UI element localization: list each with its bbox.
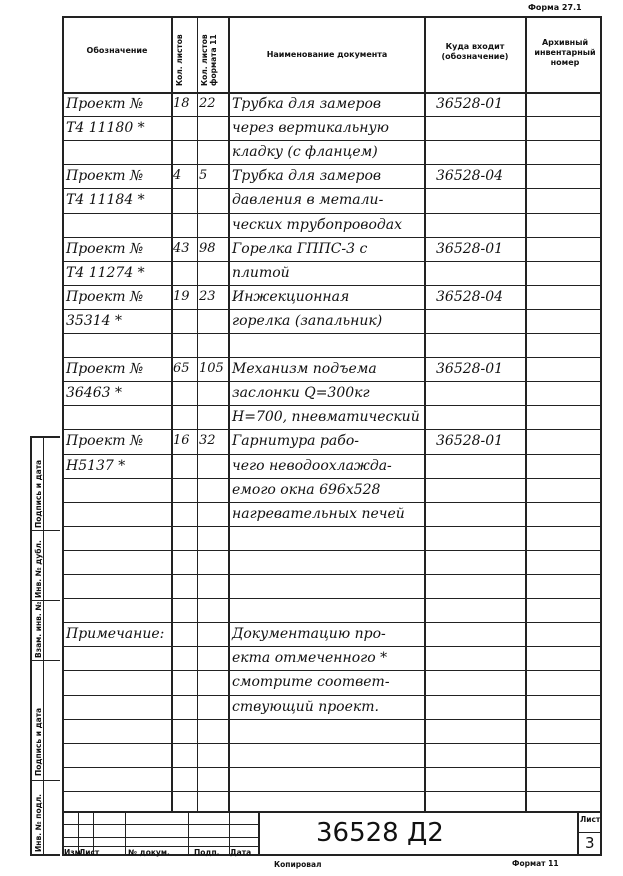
cell-designation: Проект № <box>66 168 144 185</box>
cell-designation: Т4 11274 * <box>66 264 145 281</box>
row-line <box>62 237 602 238</box>
cell-name: ствующий проект. <box>232 698 379 715</box>
stamp-list: Лист <box>79 848 100 857</box>
cell-name: чего неводоохлажда- <box>232 457 392 474</box>
stamp-col-4 <box>188 811 189 856</box>
cell-name: Трубка для замеров <box>232 168 382 185</box>
cell-name: давления в метали- <box>232 192 384 209</box>
cell-name: плитой <box>232 264 290 281</box>
cell-sheets: 18 <box>173 96 190 111</box>
cell-where: 36528-01 <box>436 433 504 450</box>
cell-designation: 35314 * <box>66 312 122 329</box>
row-line <box>62 140 602 141</box>
cell-sheets-a4: 105 <box>199 361 224 377</box>
row-line <box>62 454 602 455</box>
cell-where: 36528-01 <box>436 96 504 112</box>
header-sheets: Кол. листов <box>175 34 184 86</box>
cell-name: через вертикальную <box>232 120 389 137</box>
cell-name: кладку (с фланцем) <box>232 144 378 161</box>
stamp-sheet-number: 3 <box>585 834 595 852</box>
cell-name: Горелка ГППС-3 с <box>232 240 368 257</box>
row-line <box>62 526 602 527</box>
cell-name: горелка (запальник) <box>232 312 383 329</box>
margin-line-1 <box>30 530 60 531</box>
cell-name: ческих трубопроводах <box>232 216 402 233</box>
row-line <box>62 719 602 720</box>
document-code: 36528 Д2 <box>316 818 444 848</box>
cell-sheets-a4: 98 <box>199 240 216 256</box>
cell-name: нагревательных печей <box>232 505 405 522</box>
stamp-date: Дата <box>230 848 252 857</box>
cell-sheets: 16 <box>173 433 190 449</box>
row-line <box>62 670 602 671</box>
header-divider <box>62 92 602 94</box>
cell-name: Документацию про- <box>232 626 386 643</box>
cell-where: 36528-01 <box>436 361 504 378</box>
row-line <box>62 405 602 406</box>
cell-designation: Н5137 * <box>66 457 126 474</box>
row-line <box>62 791 602 792</box>
stamp-izm: Изм <box>64 848 81 857</box>
cell-name: Инжекционная <box>232 288 350 305</box>
side-label-dup-inv: Инв. № дубл. <box>34 540 43 598</box>
row-line <box>62 116 602 117</box>
side-label-sign-2: Подпись и дата <box>34 707 43 776</box>
margin-strip-divider <box>43 436 44 856</box>
stamp-col-3 <box>125 811 126 856</box>
stamp-col-6 <box>258 811 260 856</box>
cell-name: Гарнитура рабо- <box>232 433 359 450</box>
row-line <box>62 646 602 647</box>
stamp-col-7 <box>577 811 579 856</box>
row-line <box>62 285 602 286</box>
stamp-doc-no: № докум. <box>128 848 170 857</box>
col-divider-3 <box>228 16 230 811</box>
cell-name: екта отмеченного * <box>232 650 388 667</box>
row-line <box>62 333 602 334</box>
cell-sheets: 19 <box>173 288 190 304</box>
row-line <box>62 550 602 551</box>
cell-sheets: 65 <box>173 361 190 377</box>
row-line <box>62 622 602 623</box>
footer-copied: Копировал <box>274 860 322 869</box>
row-line <box>62 188 602 189</box>
header-sheets-a4: Кол. листов формата 11 <box>200 34 218 86</box>
cell-designation: Проект № <box>66 96 144 112</box>
cell-name: Н=700, пневматический <box>232 409 420 426</box>
header-where-used: Куда входит (обозначение) <box>441 42 509 61</box>
stamp-sheet-divider <box>577 832 602 833</box>
margin-line-4 <box>30 780 60 781</box>
header-doc-name: Наименование документа <box>266 50 388 59</box>
stamp-sheet-label: Лист <box>580 815 601 824</box>
row-line <box>62 767 602 768</box>
cell-sheets-a4: 32 <box>199 433 216 449</box>
footer-format: Формат 11 <box>512 859 559 868</box>
col-divider-4 <box>424 16 426 811</box>
cell-designation: Т4 11180 * <box>66 120 145 137</box>
stamp-sign: Подп. <box>194 848 220 857</box>
col-divider-1 <box>171 16 173 811</box>
cell-sheets: 43 <box>173 240 190 256</box>
row-line <box>62 164 602 165</box>
row-line <box>62 357 602 358</box>
row-line <box>62 213 602 214</box>
margin-line-3 <box>30 660 60 661</box>
row-line <box>62 574 602 575</box>
header-designation: Обозначение <box>86 46 148 55</box>
cell-name: Трубка для замеров <box>232 96 382 112</box>
cell-name: емого окна 696х528 <box>232 481 381 498</box>
cell-where: 36528-04 <box>436 168 504 185</box>
cell-sheets-a4: 23 <box>199 288 216 304</box>
cell-sheets-a4: 22 <box>199 96 216 111</box>
row-line <box>62 309 602 310</box>
side-label-orig-inv: Инв. № подл. <box>34 793 43 852</box>
row-line <box>62 261 602 262</box>
cell-name: Механизм подъема <box>232 361 377 378</box>
cell-designation: Примечание: <box>66 626 165 643</box>
cell-designation: Проект № <box>66 433 144 450</box>
cell-where: 36528-01 <box>436 240 504 257</box>
cell-designation: Проект № <box>66 361 144 378</box>
cell-designation: Проект № <box>66 240 144 257</box>
cell-where: 36528-04 <box>436 288 504 305</box>
cell-name: смотрите соответ- <box>232 674 390 691</box>
cell-designation: Т4 11184 * <box>66 192 145 209</box>
col-divider-5 <box>525 16 527 811</box>
row-line <box>62 743 602 744</box>
cell-sheets: 4 <box>173 168 182 184</box>
side-label-sign-1: Подпись и дата <box>34 459 43 528</box>
form-label: Форма 27.1 <box>528 3 582 12</box>
row-line <box>62 381 602 382</box>
side-label-replace-inv: Взам. инв. № <box>34 601 43 658</box>
cell-name: заслонки Q=300кг <box>232 385 370 402</box>
cell-designation: 36463 * <box>66 385 122 402</box>
stamp-top <box>62 811 602 813</box>
row-line <box>62 598 602 599</box>
header-archive: Архивный инвентарный номер <box>534 38 596 67</box>
row-line <box>62 695 602 696</box>
row-line <box>62 478 602 479</box>
col-divider-2 <box>197 16 198 811</box>
row-line <box>62 429 602 430</box>
cell-sheets-a4: 5 <box>199 168 208 184</box>
row-line <box>62 502 602 503</box>
cell-designation: Проект № <box>66 288 144 305</box>
